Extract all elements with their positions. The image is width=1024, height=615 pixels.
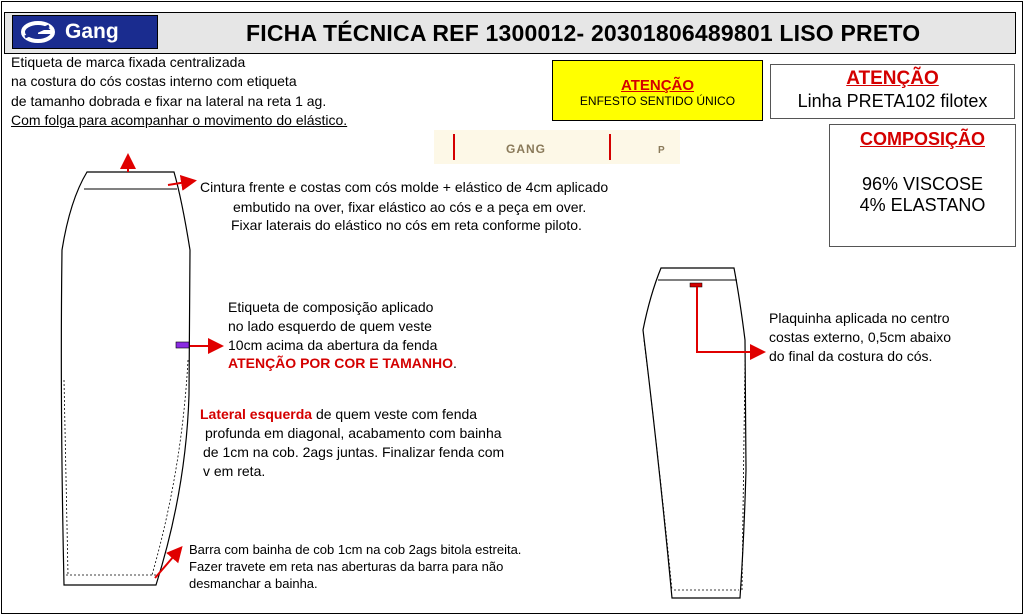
- comp-label-note-2: no lado esquerdo de quem veste: [228, 318, 432, 334]
- front-skirt-drawing: [61, 172, 190, 585]
- plate-note-2: costas externo, 0,5cm abaixo: [769, 329, 952, 345]
- page-title: FICHA TÉCNICA REF 1300012- 20301806489801 LISO PRETO: [246, 20, 921, 46]
- side-note-4: v em reta.: [203, 463, 266, 479]
- composition-item: 4% ELASTANO: [859, 195, 986, 215]
- brand-name: Gang: [65, 20, 119, 43]
- back-skirt-drawing: [643, 268, 746, 598]
- side-note-2: profunda em diagonal, acabamento com bainha: [205, 425, 502, 441]
- brand-label-size: P: [658, 145, 665, 156]
- hem-note-2: Fazer travete em reta nas aberturas da barra para não: [189, 559, 504, 574]
- comp-label-note-3: 10cm acima da abertura da fenda: [228, 337, 438, 353]
- composition-title: COMPOSIÇÃO: [859, 129, 985, 149]
- side-note-3: de 1cm na cob. 2ags juntas. Finalizar fenda com: [203, 444, 505, 460]
- attention-spread-title: ATENÇÃO: [620, 77, 695, 94]
- comp-label-warning: ATENÇÃO POR COR E TAMANHO: [228, 355, 454, 371]
- label-note-3: de tamanho dobrada e fixar na lateral na reta 1 ag.: [11, 93, 327, 109]
- label-note-1: Etiqueta de marca fixada centralizada: [11, 54, 246, 70]
- plate-note-3: do final da costura do cós.: [769, 348, 933, 364]
- side-emphasis: Lateral esquerda: [200, 406, 313, 422]
- composition-item: 96% VISCOSE: [861, 174, 984, 194]
- label-note-2: na costura do cós costas interno com etiqueta: [11, 73, 297, 89]
- hem-note-3: desmanchar a bainha.: [189, 576, 318, 591]
- comp-label-warning-suffix: .: [453, 355, 457, 371]
- comp-label-note-1: Etiqueta de composição aplicado: [228, 299, 434, 315]
- attention-thread-title: ATENÇÃO: [846, 68, 939, 89]
- attention-spread-text: ENFESTO SENTIDO ÚNICO: [579, 94, 736, 108]
- hem-note-1: Barra com bainha de cob 1cm na cob 2ags bitola estreita.: [189, 542, 522, 557]
- attention-thread-text: Linha PRETA102 filotex: [797, 91, 988, 111]
- waist-note-2: embutido na over, fixar elástico ao cós e a peça em over.: [233, 199, 587, 215]
- brand-label-text: GANG: [506, 142, 546, 156]
- composition-label-mark: [176, 342, 189, 348]
- waist-note-1: Cintura frente e costas com cós molde + elástico de 4cm aplicado: [200, 179, 609, 195]
- plate-mark: [690, 283, 702, 287]
- side-note-1-rest: de quem veste com fenda: [312, 406, 478, 422]
- waist-note-3: Fixar laterais do elástico no cós em reta conforme piloto.: [231, 217, 582, 233]
- plate-note-1: Plaquinha aplicada no centro: [769, 310, 950, 326]
- label-note-4: Com folga para acompanhar o movimento do elástico.: [11, 112, 348, 128]
